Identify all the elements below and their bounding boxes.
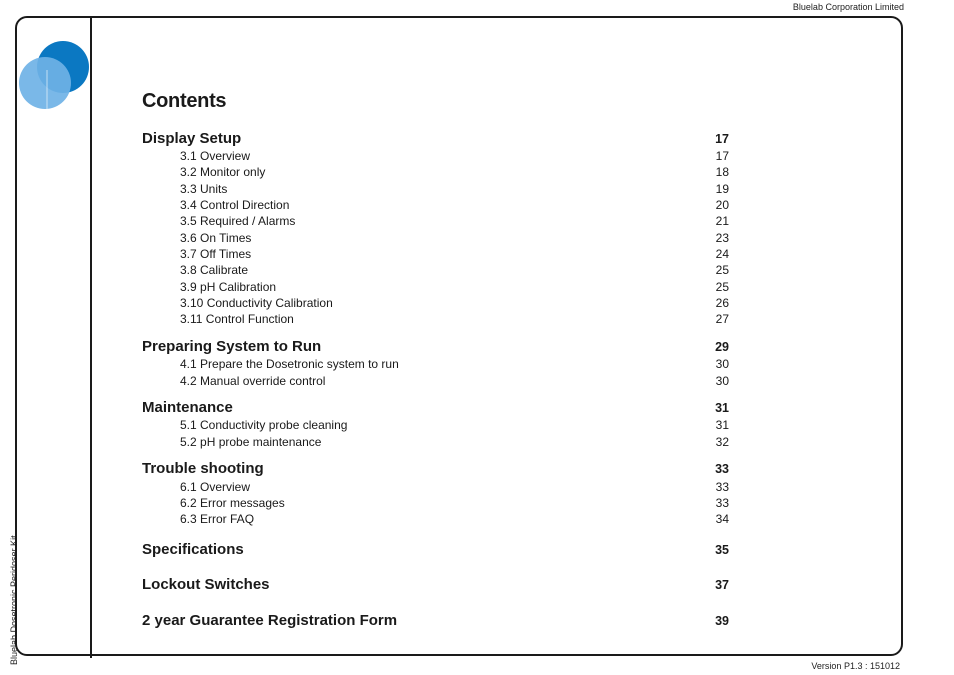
logo-light-circle — [19, 57, 71, 109]
toc-section-lockout-switches[interactable]: Lockout Switches 37 — [142, 576, 729, 593]
toc-item[interactable]: 5.1 Conductivity probe cleaning 31 — [180, 418, 729, 432]
toc-item[interactable]: 6.2 Error messages 33 — [180, 496, 729, 510]
toc-section-specifications[interactable]: Specifications 35 — [142, 541, 729, 558]
toc-item[interactable]: 3.10 Conductivity Calibration 26 — [180, 296, 729, 310]
toc-item[interactable]: 3.3 Units 19 — [180, 182, 729, 196]
toc-item[interactable]: 3.11 Control Function 27 — [180, 312, 729, 326]
toc-item[interactable]: 6.3 Error FAQ 34 — [180, 512, 729, 526]
toc-item[interactable]: 4.2 Manual override control 30 — [180, 374, 729, 388]
toc-section-display-setup[interactable]: Display Setup 17 — [142, 130, 729, 147]
toc-item[interactable]: 3.1 Overview 17 — [180, 149, 729, 163]
toc-item[interactable]: 3.7 Off Times 24 — [180, 247, 729, 261]
toc-item[interactable]: 3.8 Calibrate 25 — [180, 263, 729, 277]
toc-item[interactable]: 6.1 Overview 33 — [180, 480, 729, 494]
contents-title: Contents — [142, 90, 227, 112]
toc-item[interactable]: 5.2 pH probe maintenance 32 — [180, 435, 729, 449]
toc-item[interactable]: 4.1 Prepare the Dosetronic system to run 30 — [180, 357, 729, 371]
toc-item[interactable]: 3.5 Required / Alarms 21 — [180, 214, 729, 228]
toc-item[interactable]: 3.6 On Times 23 — [180, 231, 729, 245]
toc-section-maintenance[interactable]: Maintenance 31 — [142, 399, 729, 416]
toc-section-guarantee-form[interactable]: 2 year Guarantee Registration Form 39 — [142, 612, 729, 629]
toc-item[interactable]: 3.2 Monitor only 18 — [180, 165, 729, 179]
company-name: Bluelab Corporation Limited — [792, 2, 904, 12]
document-name-vertical: Bluelab Dosetronic Peridoser Kit — [9, 535, 19, 665]
toc-item[interactable]: 3.4 Control Direction 20 — [180, 198, 729, 212]
toc-section-trouble-shooting[interactable]: Trouble shooting 33 — [142, 460, 729, 477]
version-label: Version P1.3 : 151012 — [811, 661, 900, 671]
bluelab-logo-icon — [18, 40, 92, 114]
toc-item[interactable]: 3.9 pH Calibration 25 — [180, 280, 729, 294]
toc-section-preparing-system[interactable]: Preparing System to Run 29 — [142, 338, 729, 355]
